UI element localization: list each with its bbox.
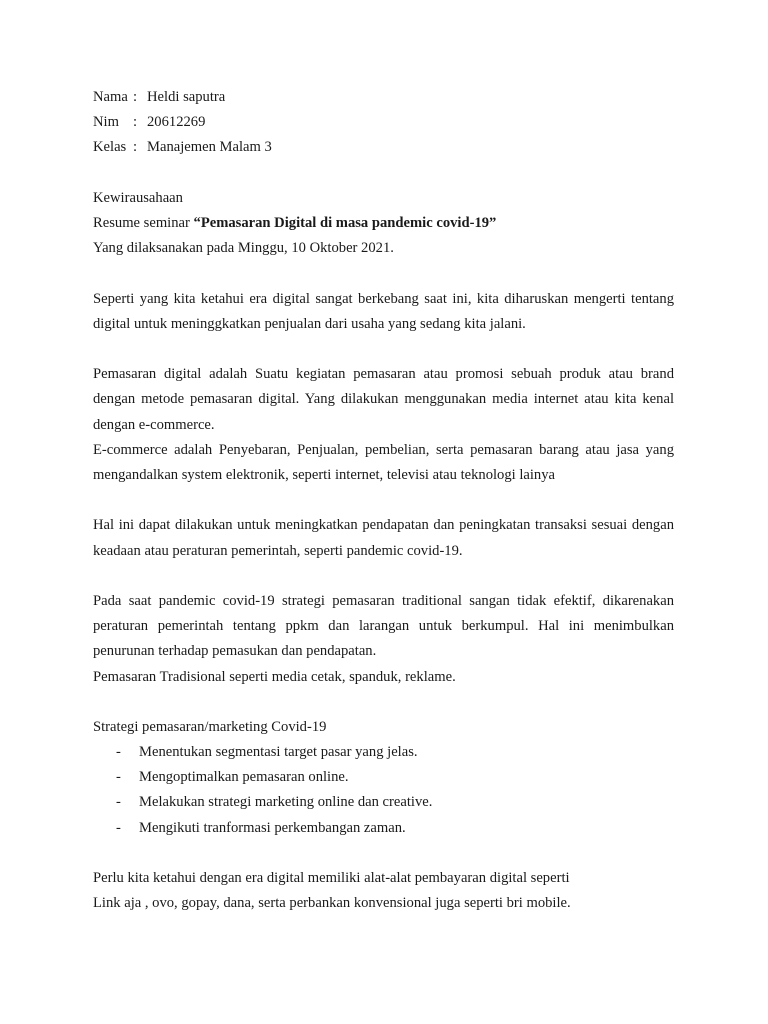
identity-value: Heldi saputra (147, 89, 226, 105)
bullet-dash: - (116, 819, 121, 836)
paragraph: Seperti yang kita ketahui era digital sangat berkebang saat ini, kita diharuskan mengerti tentang digital untuk meninggkatkan penjualan dari usaha yang sedang kita jalani. (93, 290, 674, 332)
list-item-text: Mengikuti tranformasi perkembangan zaman. (139, 819, 406, 836)
paragraph: Pemasaran digital adalah Suatu kegiatan pemasaran atau promosi sebuah produk atau brand dengan metode pemasaran digital. Yang dilakukan menggunakan media internet atau kita kenal dengan e-commerce. (93, 366, 674, 433)
date-line: Yang dilaksanakan pada Minggu, 10 Oktober 2021. (93, 240, 394, 257)
strategy-title: Strategi pemasaran/marketing Covid-19 (93, 718, 327, 735)
identity-row-kelas (93, 135, 674, 160)
resume-line (93, 211, 674, 236)
paragraph: Pada saat pandemic covid-19 strategi pemasaran traditional sangan tidak efektif, dikarenakan peraturan pemerintah tentang ppkm dan larangan untuk berkumpul. Hal ini menimbulkan penurunan terhadap pemasukan dan pendapatan. (93, 592, 674, 660)
identity-separator: : (133, 89, 138, 105)
identity-label: Kelas (93, 139, 127, 156)
identity-label: Nim (93, 114, 119, 131)
spacer (93, 488, 674, 513)
list-item-text: Menentukan segmentasi target pasar yang jelas. (139, 744, 418, 761)
spacer (93, 161, 674, 186)
spacer (93, 337, 674, 362)
closing-line: Perlu kita ketahui dengan era digital memiliki alat-alat pembayaran digital seperti (93, 870, 570, 887)
identity-row-name (93, 85, 674, 110)
identity-row-nim (93, 110, 674, 135)
list-item-text: Melakukan strategi marketing online dan creative. (139, 794, 433, 811)
bullet-dash: - (116, 794, 121, 811)
list-item (93, 765, 674, 790)
paragraph: E-commerce adalah Penyebaran, Penjualan, pembelian, serta pemasaran barang atau jasa yang mengandalkan system elektronik, seperti internet, televisi atau teknologi lainya (93, 441, 674, 483)
identity-value: Manajemen Malam 3 (147, 139, 272, 156)
spacer (93, 261, 674, 286)
bullet-dash: - (116, 744, 121, 761)
document-page (93, 85, 674, 916)
list-item (93, 790, 674, 815)
identity-value: 20612269 (147, 114, 206, 131)
paragraph: Hal ini dapat dilakukan untuk meningkatkan pendapatan dan peningkatan transaksi sesuai dengan keadaan atau peraturan pemerintah, seperti pandemic covid-19. (93, 517, 674, 559)
identity-label: Nama (93, 89, 128, 105)
paragraph: Pemasaran Tradisional seperti media cetak, spanduk, reklame. (93, 668, 456, 685)
identity-separator: : (133, 114, 138, 131)
spacer (93, 841, 674, 866)
list-item (93, 816, 674, 841)
strategy-list (93, 740, 674, 841)
resume-prefix: Resume seminar (93, 214, 194, 231)
course-title: Kewirausahaan (93, 189, 183, 206)
spacer (93, 564, 674, 589)
spacer (93, 690, 674, 715)
list-item-text: Mengoptimalkan pemasaran online. (139, 769, 349, 786)
identity-separator: : (133, 139, 138, 156)
bullet-dash: - (116, 769, 121, 786)
list-item (93, 740, 674, 765)
seminar-title: “Pemasaran Digital di masa pandemic covid-19” (193, 214, 497, 231)
closing-line: Link aja , ovo, gopay, dana, serta perbankan konvensional juga seperti bri mobile. (93, 895, 571, 912)
